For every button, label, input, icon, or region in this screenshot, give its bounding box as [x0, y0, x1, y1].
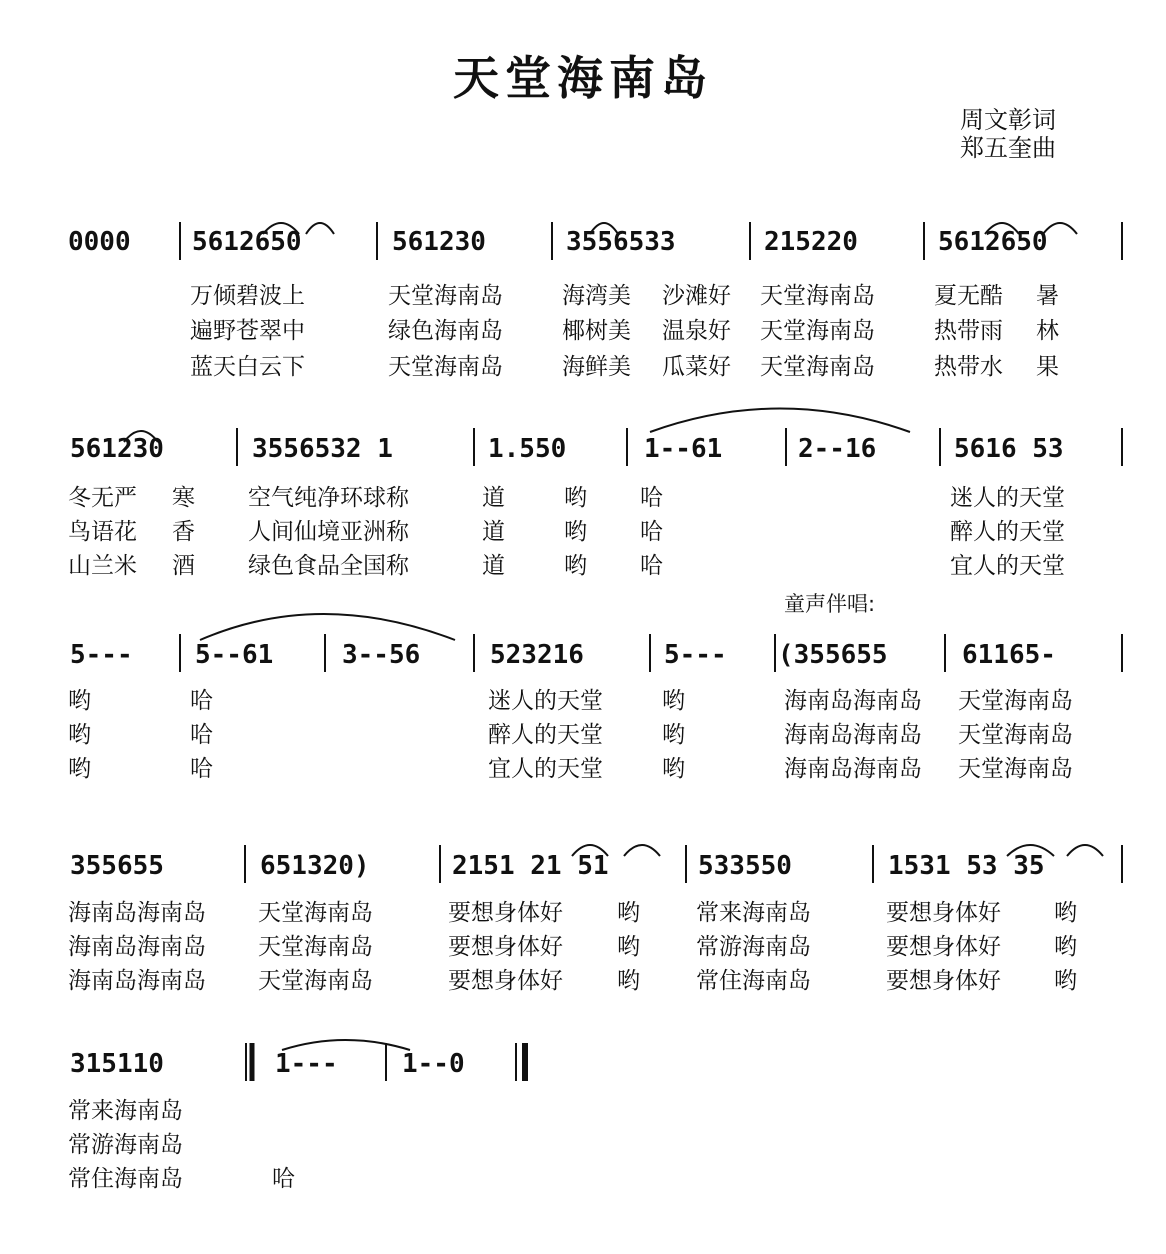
- lyric: 遍野苍翠中: [190, 318, 305, 344]
- measure: 355655: [70, 851, 164, 881]
- lyric: 海南岛海南岛: [68, 934, 206, 960]
- lyric: 暑: [1036, 283, 1059, 309]
- measure: 523216: [490, 640, 584, 670]
- lyric: 哈: [190, 688, 213, 714]
- lyric: 天堂海南岛: [258, 968, 373, 994]
- measure: 5---: [70, 640, 133, 670]
- lyric: 哟: [564, 553, 587, 579]
- accompaniment-annotation: 童声伴唱:: [784, 592, 876, 616]
- measure: 3--56: [342, 640, 421, 670]
- measure: 1--61: [644, 434, 723, 464]
- lyric: 天堂海南岛: [258, 900, 373, 926]
- lyric: 迷人的天堂: [488, 688, 603, 714]
- lyric: 冬无严: [68, 485, 137, 511]
- lyric: 绿色食品全国称: [248, 553, 409, 579]
- measure: 1--0: [402, 1049, 465, 1079]
- lyric: 椰树美: [562, 318, 631, 344]
- lyric: 要想身体好: [448, 934, 563, 960]
- lyric: 哟: [617, 900, 640, 926]
- lyric: 哟: [662, 756, 685, 782]
- lyric: 果: [1036, 354, 1059, 380]
- measure: 315110: [70, 1049, 164, 1079]
- lyric: 海南岛海南岛: [784, 722, 922, 748]
- lyric: 宜人的天堂: [950, 553, 1065, 579]
- lyric: 鸟语花: [68, 519, 137, 545]
- lyric: 常游海南岛: [68, 1132, 183, 1158]
- lyric: 要想身体好: [886, 900, 1001, 926]
- lyric: 要想身体好: [886, 934, 1001, 960]
- lyric: 哟: [564, 485, 587, 511]
- lyric: 海南岛海南岛: [68, 900, 206, 926]
- lyric: 常住海南岛: [696, 968, 811, 994]
- lyric: 哟: [617, 968, 640, 994]
- measure: (355655: [778, 640, 888, 670]
- lyric: 常住海南岛: [68, 1166, 183, 1192]
- lyric: 哟: [662, 722, 685, 748]
- lyric: 热带雨: [934, 318, 1003, 344]
- measure: 3556533: [566, 227, 676, 257]
- measure: 5616 53: [954, 434, 1064, 464]
- lyric: 天堂海南岛: [388, 283, 503, 309]
- measure: 561230: [70, 434, 164, 464]
- lyric: 天堂海南岛: [958, 688, 1073, 714]
- composer-credit: 郑五奎曲: [960, 134, 1056, 162]
- lyric: 海南岛海南岛: [68, 968, 206, 994]
- lyric: 天堂海南岛: [760, 318, 875, 344]
- lyric: 哈: [190, 722, 213, 748]
- measure: 61165-: [962, 640, 1056, 670]
- lyric: 林: [1036, 318, 1059, 344]
- measure: 215220: [764, 227, 858, 257]
- measure: 2151 21 51: [452, 851, 609, 881]
- lyric: 迷人的天堂: [950, 485, 1065, 511]
- lyric: 海湾美: [562, 283, 631, 309]
- lyric: 酒: [172, 553, 195, 579]
- lyric: 哈: [190, 756, 213, 782]
- lyric: 万倾碧波上: [190, 283, 305, 309]
- lyric: 哈: [272, 1166, 295, 1192]
- lyric: 哟: [564, 519, 587, 545]
- lyric: 哟: [68, 688, 91, 714]
- lyric: 哟: [68, 756, 91, 782]
- lyric: 海南岛海南岛: [784, 756, 922, 782]
- measure: 651320): [260, 851, 370, 881]
- lyricist-credit: 周文彰词: [960, 106, 1056, 134]
- lyric: 瓜菜好: [662, 354, 731, 380]
- measure: 2--16: [798, 434, 877, 464]
- lyric: 天堂海南岛: [958, 722, 1073, 748]
- lyric: 哟: [1054, 900, 1077, 926]
- lyric: 道: [482, 519, 505, 545]
- song-title: 天堂海南岛: [453, 51, 713, 105]
- lyric: 哟: [68, 722, 91, 748]
- lyric: 绿色海南岛: [388, 318, 503, 344]
- lyric: 人间仙境亚洲称: [248, 519, 409, 545]
- lyric: 道: [482, 485, 505, 511]
- lyric: 常来海南岛: [68, 1098, 183, 1124]
- lyric: 哈: [640, 553, 663, 579]
- lyric: 要想身体好: [448, 900, 563, 926]
- measure: 5612650: [192, 227, 302, 257]
- lyric: 天堂海南岛: [258, 934, 373, 960]
- lyric: 空气纯净环球称: [248, 485, 409, 511]
- measure: 533550: [698, 851, 792, 881]
- lyric: 哈: [640, 485, 663, 511]
- lyric: 哈: [640, 519, 663, 545]
- measure: 3556532 1: [252, 434, 393, 464]
- lyric: 山兰米: [68, 553, 137, 579]
- measure: 0000: [68, 227, 131, 257]
- measure: 5--61: [195, 640, 274, 670]
- lyric: 寒: [172, 485, 195, 511]
- measure: 1531 53 35: [888, 851, 1045, 881]
- lyric: 哟: [662, 688, 685, 714]
- measure: 1.550: [488, 434, 567, 464]
- lyric: 醉人的天堂: [950, 519, 1065, 545]
- lyric: 热带水: [934, 354, 1003, 380]
- lyric: 海鲜美: [562, 354, 631, 380]
- lyric: 醉人的天堂: [488, 722, 603, 748]
- lyric: 蓝天白云下: [190, 354, 305, 380]
- measure: 561230: [392, 227, 486, 257]
- lyric: 海南岛海南岛: [784, 688, 922, 714]
- lyric: 常游海南岛: [696, 934, 811, 960]
- lyric: 沙滩好: [662, 283, 731, 309]
- lyric: 天堂海南岛: [760, 283, 875, 309]
- lyric: 哟: [1054, 934, 1077, 960]
- lyric: 常来海南岛: [696, 900, 811, 926]
- lyric: 天堂海南岛: [958, 756, 1073, 782]
- measure: 1---: [275, 1049, 338, 1079]
- measure: 5612650: [938, 227, 1048, 257]
- lyric: 天堂海南岛: [760, 354, 875, 380]
- lyric: 夏无酷: [934, 283, 1003, 309]
- lyric: 要想身体好: [448, 968, 563, 994]
- lyric: 温泉好: [662, 318, 731, 344]
- lyric: 哟: [1054, 968, 1077, 994]
- measure: 5---: [664, 640, 727, 670]
- lyric: 香: [172, 519, 195, 545]
- lyric: 要想身体好: [886, 968, 1001, 994]
- lyric: 天堂海南岛: [388, 354, 503, 380]
- lyric: 道: [482, 553, 505, 579]
- lyric: 宜人的天堂: [488, 756, 603, 782]
- lyric: 哟: [617, 934, 640, 960]
